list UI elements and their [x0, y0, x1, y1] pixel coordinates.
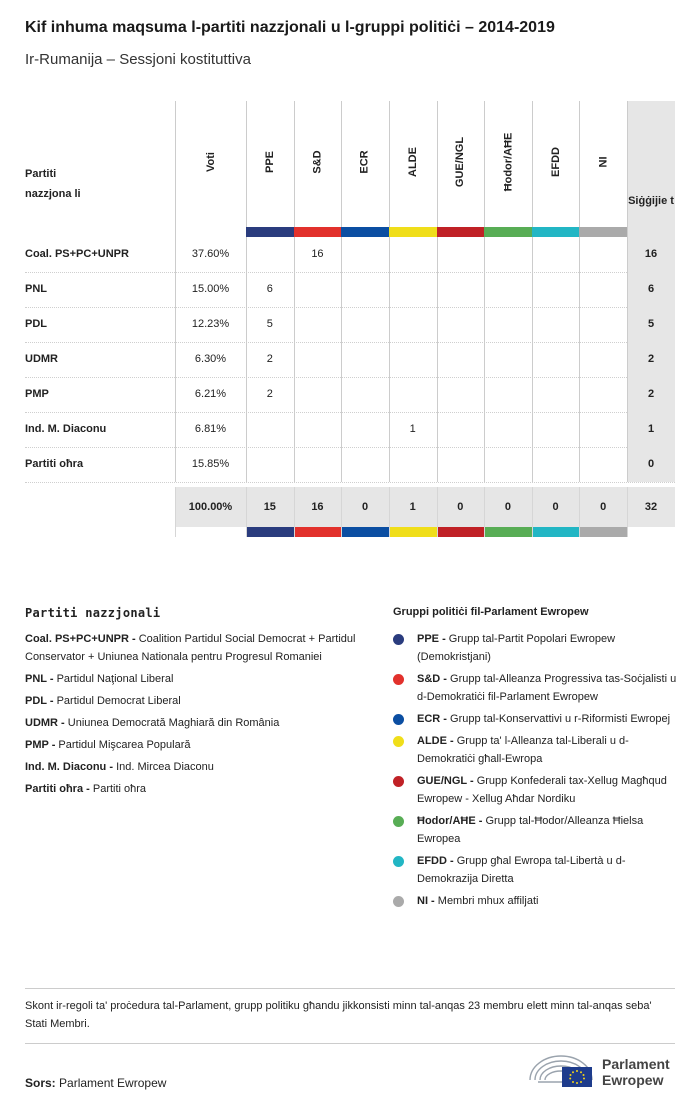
party-name: PDL [25, 318, 47, 330]
column-divider [246, 237, 247, 272]
total-seat-cell: 0 [552, 501, 559, 513]
party-legend-desc: Partiti oħra [92, 783, 147, 795]
seat-cell [389, 237, 437, 272]
group-legend-desc: Grupp għal Ewropa tal-Libertà u d-Demokrazija Diretta [417, 855, 626, 885]
column-divider [627, 487, 628, 537]
column-divider [294, 307, 295, 342]
column-divider [532, 487, 533, 537]
seat-cell [437, 307, 485, 342]
party-legend-desc: Partidul Democrat Liberal [56, 695, 181, 707]
column-divider [532, 377, 533, 412]
column-divider [389, 272, 390, 307]
seat-cell [437, 237, 485, 272]
logo-line-1: Parlament [602, 1056, 670, 1072]
total-seat-cell: 0 [457, 501, 464, 513]
separator: - [58, 717, 68, 729]
page-title: Kif inhuma maqsuma l-partiti nazzjonali u l-gruppi politiċi – 2014-2019 [25, 19, 555, 36]
separator: - [440, 673, 451, 685]
table-header [25, 101, 675, 237]
party-legend-item [25, 758, 365, 776]
column-divider [627, 377, 628, 412]
group-legend-abbr: ALDE [417, 735, 447, 747]
group-header-label: NI [597, 156, 610, 168]
group-legend-item [393, 892, 683, 910]
political-groups-legend-title: Gruppi politiċi fil-Parlament Ewropew [393, 606, 589, 618]
seat-cell [246, 447, 294, 482]
party-legend-desc: Uniunea Democrată Maghiară din România [67, 717, 280, 729]
column-divider [175, 101, 176, 237]
rules-note: Skont ir-regoli ta' proċedura tal-Parlament, grupp politiku għandu jikkonsisti minn tal-anqas 23 membru elett minn tal-anqas seba' Stati Membri. [25, 988, 675, 1044]
group-color-bar [579, 527, 627, 537]
partiti-header: Partiti nazzjona li [25, 168, 81, 200]
separator: - [428, 895, 438, 907]
column-divider [341, 412, 342, 447]
total-seat-cell: 0 [362, 501, 369, 513]
party-legend-desc: Partidul Naţional Liberal [56, 673, 174, 685]
row-seats: 1 [627, 412, 675, 447]
seat-cell [437, 447, 485, 482]
seat-cell [389, 272, 437, 307]
total-seat-cell: 16 [311, 501, 324, 513]
separator: - [446, 855, 457, 867]
vote-share: 37.60% [191, 248, 230, 260]
party-legend-item [25, 630, 365, 666]
group-header-label: Ħodor/AĦE [501, 132, 514, 192]
column-divider [579, 377, 580, 412]
column-divider [175, 272, 176, 307]
seat-cell [294, 342, 342, 377]
separator: - [446, 735, 457, 747]
group-legend-abbr: PPE [417, 633, 440, 645]
group-legend-item [393, 670, 683, 706]
column-divider [627, 342, 628, 377]
seat-cell [579, 272, 627, 307]
separator: - [440, 713, 451, 725]
group-legend-item [393, 630, 683, 666]
seat-cell [484, 342, 532, 377]
column-divider [341, 307, 342, 342]
group-color-bar [294, 527, 342, 537]
group-legend-abbr: Ħodor/AĦE [417, 815, 476, 827]
seat-cell [294, 307, 342, 342]
seat-cell [437, 342, 485, 377]
seat-cell [532, 377, 580, 412]
group-header-label: S&D [311, 150, 324, 174]
column-divider [341, 342, 342, 377]
row-seats: 5 [627, 307, 675, 342]
column-divider [175, 237, 176, 272]
group-color-dot-icon [393, 776, 404, 787]
column-divider [175, 377, 176, 412]
table-row [25, 272, 675, 308]
table-row [25, 412, 675, 448]
party-name: Partiti oħra [25, 458, 84, 470]
column-divider [294, 272, 295, 307]
seat-cell [484, 447, 532, 482]
group-color-bar [484, 227, 532, 237]
group-color-bar [532, 227, 580, 237]
group-color-bar [484, 527, 532, 537]
column-divider [484, 447, 485, 482]
column-divider [246, 342, 247, 377]
column-divider [532, 342, 533, 377]
seat-cell: 2 [266, 388, 273, 400]
source-line [25, 1076, 166, 1090]
separator: - [475, 815, 486, 827]
group-color-bar [437, 527, 485, 537]
column-divider [437, 307, 438, 342]
separator: - [46, 695, 57, 707]
column-divider [627, 412, 628, 447]
seat-cell [341, 412, 389, 447]
party-legend-abbr: PMP [25, 739, 49, 751]
group-header-label: GUE/NGL [454, 136, 467, 188]
column-divider [294, 377, 295, 412]
group-color-bar [389, 527, 437, 537]
column-divider [246, 412, 247, 447]
total-seat-cell: 0 [504, 501, 511, 513]
national-parties-legend [25, 606, 365, 802]
separator: - [46, 673, 57, 685]
column-divider [532, 237, 533, 272]
seat-distribution-table [25, 101, 675, 513]
group-legend-desc: Grupp ta' l-Alleanza tal-Liberali u d-Demokratiċi għall-Ewropa [417, 735, 629, 765]
seat-cell [579, 412, 627, 447]
group-legend-item [393, 812, 683, 848]
group-color-bar [341, 527, 389, 537]
party-legend-item [25, 670, 365, 688]
group-header-cell [294, 101, 342, 237]
column-divider [175, 342, 176, 377]
seats-header-cell [627, 101, 675, 237]
vote-share: 6.30% [194, 353, 227, 365]
seat-cell: 1 [409, 423, 416, 435]
column-divider [246, 377, 247, 412]
group-header-cell [341, 101, 389, 237]
group-legend-item [393, 732, 683, 768]
column-divider [246, 307, 247, 342]
separator: - [466, 775, 477, 787]
group-header-cell [532, 101, 580, 237]
seat-cell [341, 447, 389, 482]
group-header-label: ECR [359, 150, 372, 174]
column-divider [484, 307, 485, 342]
column-divider [484, 377, 485, 412]
party-legend-abbr: Coal. PS+PC+UNPR [25, 633, 129, 645]
column-divider [246, 487, 247, 537]
group-legend-abbr: ECR [417, 713, 441, 725]
separator: - [48, 739, 59, 751]
column-divider [579, 447, 580, 482]
seat-cell [579, 447, 627, 482]
group-color-bar [579, 227, 627, 237]
column-divider [246, 447, 247, 482]
seat-cell [579, 307, 627, 342]
seat-cell [294, 447, 342, 482]
seat-cell [484, 412, 532, 447]
column-divider [437, 447, 438, 482]
column-divider [389, 487, 390, 537]
column-divider [579, 412, 580, 447]
source-value: Parlament Ewropew [59, 1076, 167, 1090]
seat-cell [484, 307, 532, 342]
group-legend-abbr: GUE/NGL [417, 775, 467, 787]
column-divider [175, 447, 176, 482]
group-header-cell [579, 101, 627, 237]
column-divider [627, 272, 628, 307]
seat-cell [389, 342, 437, 377]
party-legend-abbr: PDL [25, 695, 47, 707]
column-divider [341, 377, 342, 412]
separator: - [128, 633, 139, 645]
seat-cell [294, 412, 342, 447]
seat-cell: 16 [311, 248, 324, 260]
seat-cell [294, 272, 342, 307]
column-divider [484, 272, 485, 307]
total-seat-cell: 0 [600, 501, 607, 513]
column-divider [437, 487, 438, 537]
group-legend-desc: Grupp tal-Ħodor/Alleanza Ħielsa Ewropea [417, 815, 644, 845]
column-divider [175, 412, 176, 447]
total-seats: 32 [644, 501, 658, 513]
group-color-bar [246, 227, 294, 237]
seat-cell [532, 447, 580, 482]
column-divider [532, 272, 533, 307]
seat-cell [294, 377, 342, 412]
party-legend-desc: Partidul Mişcarea Populară [58, 739, 191, 751]
group-legend-item [393, 852, 683, 888]
column-divider [484, 342, 485, 377]
column-divider [294, 487, 295, 537]
group-header-label: ALDE [406, 147, 419, 177]
seat-cell [484, 237, 532, 272]
column-divider [437, 272, 438, 307]
seat-cell [532, 412, 580, 447]
group-color-dot-icon [393, 896, 404, 907]
group-header-cell [246, 101, 294, 237]
group-color-dot-icon [393, 674, 404, 685]
party-legend-desc: Coalition Partidul Social Democrat + Partidul Conservator + Uniunea Nationala pentru Progresul Romaniei [25, 633, 356, 663]
group-color-dot-icon [393, 634, 404, 645]
seat-cell: 5 [266, 318, 273, 330]
seat-cell [341, 307, 389, 342]
group-header-label: PPE [263, 150, 276, 174]
vote-share: 15.00% [191, 283, 230, 295]
column-divider [175, 307, 176, 342]
group-color-bar [389, 227, 437, 237]
seat-cell [389, 447, 437, 482]
party-name: Ind. M. Diaconu [25, 423, 107, 435]
totals-row [25, 487, 675, 537]
column-divider [341, 447, 342, 482]
seat-cell [579, 342, 627, 377]
column-divider [484, 237, 485, 272]
group-legend-desc: Grupp tal-Alleanza Progressiva tas-Soċjalisti u d-Demokratiċi fil-Parlament Ewropew [417, 673, 677, 703]
seat-cell [484, 272, 532, 307]
seat-cell [532, 237, 580, 272]
seat-cell [389, 307, 437, 342]
party-legend-abbr: UDMR [25, 717, 58, 729]
seat-cell [532, 307, 580, 342]
party-legend-item [25, 692, 365, 710]
column-divider [627, 101, 628, 237]
total-voti: 100.00% [188, 501, 233, 513]
column-divider [484, 412, 485, 447]
voti-header-cell [175, 101, 246, 237]
row-seats: 6 [627, 272, 675, 307]
column-divider [294, 237, 295, 272]
seat-cell: 6 [266, 283, 273, 295]
column-divider [532, 307, 533, 342]
group-header-cell [437, 101, 485, 237]
group-color-dot-icon [393, 714, 404, 725]
seat-cell [579, 237, 627, 272]
hemicycle-icon [528, 1050, 594, 1088]
separator: - [106, 761, 117, 773]
seat-cell [246, 237, 294, 272]
column-divider [389, 447, 390, 482]
seat-cell [341, 342, 389, 377]
seat-cell [437, 412, 485, 447]
seat-cell [579, 377, 627, 412]
column-divider [437, 412, 438, 447]
seat-cell: 2 [266, 353, 273, 365]
party-name: PNL [25, 283, 47, 295]
column-divider [484, 487, 485, 537]
seat-cell [246, 412, 294, 447]
column-divider [579, 487, 580, 537]
column-divider [579, 272, 580, 307]
row-seats: 2 [627, 342, 675, 377]
table-row [25, 377, 675, 413]
group-header-label: EFDD [549, 147, 562, 177]
column-divider [579, 307, 580, 342]
seat-cell [532, 272, 580, 307]
logo-line-2: Ewropew [602, 1072, 664, 1088]
group-color-bar [437, 227, 485, 237]
group-color-bar [246, 527, 294, 537]
party-name: Coal. PS+PC+UNPR [25, 248, 129, 260]
table-row [25, 447, 675, 483]
group-color-dot-icon [393, 816, 404, 827]
group-color-bar [341, 227, 389, 237]
group-legend-desc: Grupp tal-Konservattivi u r-Riformisti Ewropej [450, 713, 671, 725]
seat-cell [389, 377, 437, 412]
group-legend-abbr: S&D [417, 673, 441, 685]
seat-cell [532, 342, 580, 377]
seat-cell [437, 377, 485, 412]
parliament-logo [528, 1050, 678, 1092]
group-legend-item [393, 772, 683, 808]
column-divider [389, 412, 390, 447]
seat-cell [437, 272, 485, 307]
party-legend-item [25, 780, 365, 798]
vote-share: 15.85% [191, 458, 230, 470]
vote-share: 6.21% [194, 388, 227, 400]
party-legend-item [25, 736, 365, 754]
column-divider [627, 237, 628, 272]
group-legend-item [393, 710, 683, 728]
column-divider [175, 487, 176, 537]
group-color-bar [532, 527, 580, 537]
group-color-bar [294, 227, 342, 237]
seat-cell [484, 377, 532, 412]
group-color-dot-icon [393, 736, 404, 747]
group-legend-desc: Grupp Konfederali tax-Xellug Magħqud Ewropew - Xellug Aħdar Nordiku [417, 775, 667, 805]
party-legend-desc: Ind. Mircea Diaconu [116, 761, 214, 773]
column-divider [437, 342, 438, 377]
row-seats: 16 [627, 237, 675, 272]
group-color-dot-icon [393, 856, 404, 867]
separator: - [83, 783, 93, 795]
column-divider [294, 412, 295, 447]
column-divider [294, 342, 295, 377]
party-legend-abbr: PNL [25, 673, 47, 685]
group-legend-abbr: EFDD [417, 855, 447, 867]
column-divider [627, 307, 628, 342]
political-groups-legend [393, 606, 683, 914]
group-legend-abbr: NI [417, 895, 428, 907]
total-seat-cell: 1 [409, 501, 416, 513]
seat-cell [341, 237, 389, 272]
table-row [25, 237, 675, 273]
column-divider [341, 272, 342, 307]
seat-cell [341, 272, 389, 307]
voti-header: Voti [204, 152, 217, 172]
column-divider [389, 237, 390, 272]
column-divider [579, 237, 580, 272]
column-divider [532, 412, 533, 447]
national-parties-legend-title: Partiti nazzjonali [25, 606, 161, 620]
separator: - [439, 633, 449, 645]
column-divider [341, 487, 342, 537]
column-divider [532, 447, 533, 482]
group-legend-desc: Membri mhux affiljati [437, 895, 539, 907]
column-divider [389, 307, 390, 342]
party-legend-abbr: Partiti oħra [25, 783, 84, 795]
party-name: PMP [25, 388, 49, 400]
row-seats: 2 [627, 377, 675, 412]
group-legend-desc: Grupp tal-Partit Popolari Ewropew (Demokristjani) [417, 633, 616, 663]
seat-cell [341, 377, 389, 412]
party-legend-item [25, 714, 365, 732]
column-divider [437, 237, 438, 272]
party-name: UDMR [25, 353, 58, 365]
group-header-cell [484, 101, 532, 237]
column-divider [246, 272, 247, 307]
table-row [25, 307, 675, 343]
table-row [25, 342, 675, 378]
column-divider [579, 342, 580, 377]
row-seats: 0 [627, 447, 675, 482]
vote-share: 6.81% [194, 423, 227, 435]
vote-share: 12.23% [191, 318, 230, 330]
total-seat-cell: 15 [263, 501, 276, 513]
group-header-cell [389, 101, 437, 237]
column-divider [437, 377, 438, 412]
column-divider [294, 447, 295, 482]
column-divider [389, 342, 390, 377]
page-subtitle: Ir-Rumanija – Sessjoni kostituttiva [25, 51, 251, 68]
column-divider [341, 237, 342, 272]
column-divider [627, 447, 628, 482]
column-divider [389, 377, 390, 412]
source-label: Sors: [25, 1076, 56, 1090]
seats-header: Siġġijie t [628, 195, 674, 207]
party-legend-abbr: Ind. M. Diaconu [25, 761, 107, 773]
